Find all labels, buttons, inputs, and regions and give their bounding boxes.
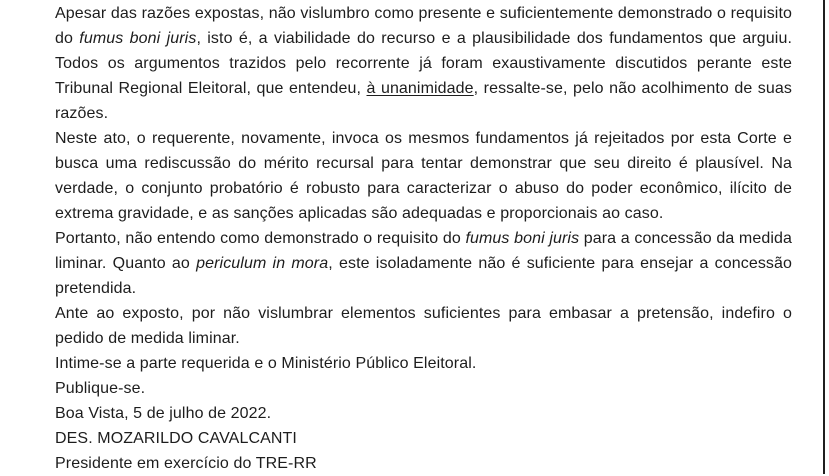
line-place-date [55,401,792,426]
text-segment: para a concessão da medida liminar. Quanto ao [55,230,792,272]
latin-expression-italic: periculum in mora [196,255,329,272]
text-segment: Neste ato, o requerente, novamente, invoca os mesmos fundamentos já rejeitados por esta Corte e busca uma rediscussão do mérito recursal para tentar demonstrar que seu direito é plausível. Na verdade, o conjunto probatório é robusto para caracterizar o abuso do poder econômico, ilícito de extrema gravidade, e as sanções aplicadas são adequadas e proporcionais ao caso. [55,130,792,222]
text-segment: Boa Vista, 5 de julho de 2022. [55,405,272,422]
underlined-phrase: à unanimidade [366,80,474,97]
paragraph-fumus-analysis [55,1,792,126]
paragraph-merits-rediscussion [55,126,792,226]
text-segment: , ressalte-se, pelo não acolhimento de suas razões. [55,80,792,122]
line-publication-order [55,376,792,401]
signature-name [55,426,792,451]
latin-expression-italic: fumus boni juris [465,230,580,247]
document-body [55,1,792,476]
text-segment: DES. MOZARILDO CAVALCANTI [55,430,297,447]
paragraph-conclusion-requisites [55,226,792,301]
page-right-border-line [823,0,825,474]
text-segment: , este isoladamente não é suficiente para ensejar a concessão pretendida. [55,255,793,297]
paragraph-decision-indefiro [55,301,792,351]
text-segment: Ante ao exposto, por não vislumbrar elementos suficientes para embasar a pretensão, indefiro o pedido de medida liminar. [55,305,792,347]
text-segment: Publique-se. [55,380,146,397]
text-segment: Intime-se a parte requerida e o Ministério Público Eleitoral. [55,355,477,372]
text-segment: Portanto, não entendo como demonstrado o requisito do [55,230,466,247]
line-intimation-order [55,351,792,376]
text-segment: Apesar das razões expostas, não vislumbro como presente e suficientemente demonstrado o requisito do [55,5,792,47]
latin-expression-italic: fumus boni juris [79,30,197,47]
text-segment: , isto é, a viabilidade do recurso e a plausibilidade dos fundamentos que arguiu. Todos os argumentos trazidos pelo recorrente já foram exaustivamente discutidos perante este Tribunal Regional Eleitoral, que entendeu, [55,30,792,97]
text-segment: Presidente em exercício do TRE-RR [55,455,317,472]
signature-title [55,451,792,476]
